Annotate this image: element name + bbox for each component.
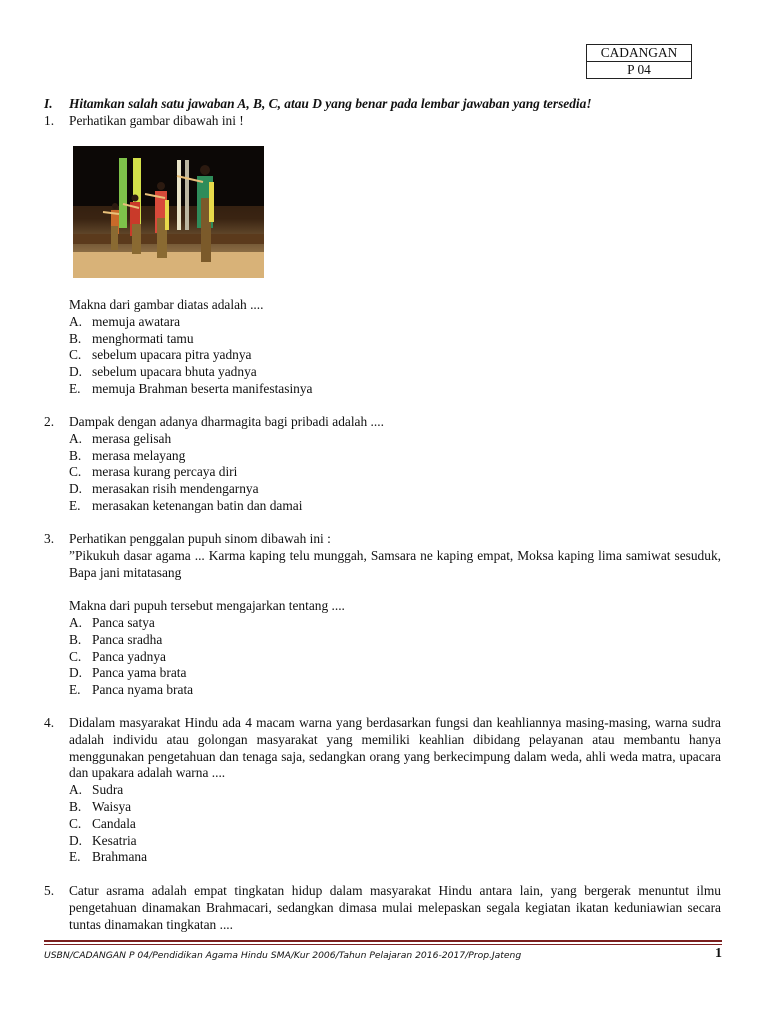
footer-rule [44,940,722,942]
footer-text: USBN/CADANGAN P 04/Pendidikan Agama Hindu SMA/Kur 2006/Tahun Pelajaran 2016-2017/Prop.Jateng [44,950,522,961]
option-text: Brahmana [92,849,148,865]
page-number: 1 [715,946,722,961]
option-text: memuja Brahman beserta manifestasinya [92,380,313,396]
option-letter: B. [69,798,82,814]
option-b [69,799,721,816]
option-letter: B. [69,330,82,346]
question-prompt: Perhatikan penggalan pupuh sinom dibawah ini : [69,531,331,546]
option-letter: D. [69,364,83,380]
option-letter: B. [69,447,82,463]
option-text: memuja awatara [92,313,181,329]
option-text: merasa gelisah [92,430,172,446]
option-b [69,448,721,465]
option-text: merasa melayang [92,447,186,463]
option-c [69,649,721,666]
section-number: I. [44,96,53,111]
option-letter: E. [69,849,81,865]
option-d [69,364,721,381]
option-text: Kesatria [92,832,137,848]
option-b [69,331,721,348]
option-text: Panca yama brata [92,665,187,681]
option-text: sebelum upacara pitra yadnya [92,347,252,363]
option-text: merasakan ketenangan batin dan damai [92,497,303,513]
option-letter: D. [69,665,83,681]
option-a [69,314,721,331]
option-text: merasakan risih mendengarnya [92,481,259,497]
option-letter: C. [69,347,82,363]
option-d [69,481,721,498]
option-text: Candala [92,815,136,831]
question-text: Makna dari pupuh tersebut mengajarkan tentang .... [69,598,345,614]
question-1 [44,113,721,130]
option-text: Panca yadnya [92,648,166,664]
question-number: 5. [44,883,55,898]
question-3 [44,531,721,699]
option-letter: A. [69,782,83,798]
option-text: sebelum upacara bhuta yadnya [92,364,257,380]
question-5 [44,883,721,933]
exam-code-label: CADANGAN [600,45,678,60]
question-text: Makna dari gambar diatas adalah .... [69,297,264,312]
option-letter: E. [69,497,81,513]
question-number: 1. [44,113,55,128]
option-text: Sudra [92,782,124,798]
section-instruction [44,96,724,113]
dance-photo [73,146,264,278]
option-e [69,498,721,515]
option-text: menghormati tamu [92,330,194,346]
option-text: merasa kurang percaya diri [92,464,238,480]
question-2 [44,414,721,515]
option-letter: C. [69,464,82,480]
pupuh-quote: ”Pikukuh dasar agama ... Karma kaping telu munggah, Samsara ne kaping empat, Moksa kaping lima samiwat sesuduk, Bapa jani mitatasang [69,547,721,580]
option-letter: E. [69,380,81,396]
option-b [69,632,721,649]
question-prompt: Perhatikan gambar dibawah ini ! [69,113,244,128]
option-letter: E. [69,682,81,698]
question-1-body [44,297,721,398]
option-letter: C. [69,815,82,831]
option-letter: B. [69,631,82,647]
option-letter: A. [69,430,83,446]
option-a [69,782,721,799]
option-letter: D. [69,832,83,848]
question-text: Didalam masyarakat Hindu ada 4 macam warna yang berdasarkan fungsi dan keahliannya masing-masing, warna sudra adalah individu atau golongan masyarakat yang memiliki keahlian dibidang pelayanan atau membantu hanya menggunakan pengetahuan dan tenaga saja, sedangkan orang yang berkecimpung dalam weda, ahli weda matra, upacara dan upakara adalah warna .... [69,715,721,781]
option-e [69,849,721,866]
option-letter: A. [69,614,83,630]
dancers-image [73,146,264,278]
option-text: Panca nyama brata [92,682,194,698]
question-4 [44,715,721,866]
spacer [69,581,721,598]
option-a [69,615,721,632]
option-c [69,816,721,833]
option-text: Waisya [92,798,132,814]
option-text: Panca sradha [92,631,163,647]
option-c [69,347,721,364]
exam-code-box [586,44,692,79]
option-letter: A. [69,313,83,329]
option-a [69,431,721,448]
option-d [69,665,721,682]
option-letter: D. [69,481,83,497]
option-e [69,381,721,398]
instruction-text: Hitamkan salah satu jawaban A, B, C, atau D yang benar pada lembar jawaban yang tersedia! [69,96,592,111]
question-number: 3. [44,531,55,546]
option-d [69,833,721,850]
footer-rule-thin [44,944,722,945]
question-text: Dampak dengan adanya dharmagita bagi pribadi adalah .... [69,414,384,429]
option-text: Panca satya [92,614,155,630]
option-c [69,464,721,481]
question-number: 2. [44,414,55,429]
exam-packet-number: P 04 [587,61,691,78]
question-number: 4. [44,715,55,730]
option-letter: C. [69,648,82,664]
option-e [69,682,721,699]
question-text: Catur asrama adalah empat tingkatan hidup dalam masyarakat Hindu antara lain, yang bergerak menuntut ilmu pengetahuan dinamakan Brahmacari, sedangkan dimasa mulai melepaskan segala kegiatan ikatan keduniawian secara tuntas dinamakan tingkatan .... [69,883,721,932]
